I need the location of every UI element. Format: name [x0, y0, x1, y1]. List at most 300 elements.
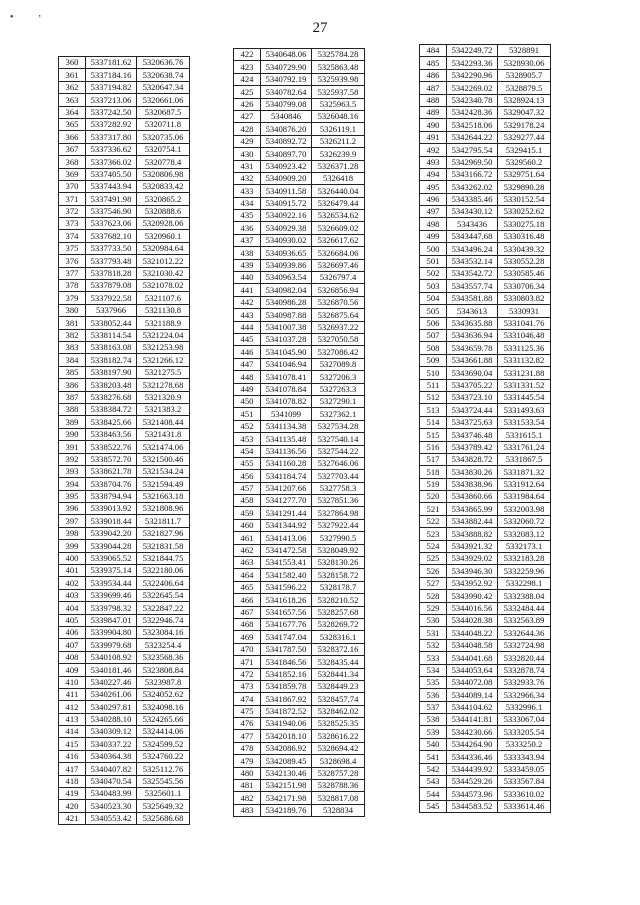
point-number: 516: [420, 441, 447, 453]
coordinate-x: 5338052.44: [86, 317, 137, 329]
table-row: [420, 689, 551, 701]
point-number: 489: [420, 106, 447, 118]
coordinate-y: 5321320.9: [137, 391, 190, 403]
coordinate-x: 5341472.58: [261, 544, 312, 556]
point-number: 439: [234, 259, 261, 271]
coordinate-y: 5321030.42: [137, 267, 190, 279]
coordinate-x: 5344048.58: [447, 639, 498, 651]
point-number: 512: [420, 391, 447, 403]
coordinate-x: 5340364.38: [86, 750, 137, 762]
point-number: 497: [420, 206, 447, 218]
table-row: [234, 470, 365, 482]
coordinate-x: 5339847.01: [86, 614, 137, 626]
point-number: 407: [59, 639, 86, 651]
coordinate-y: 5320806.98: [137, 168, 190, 180]
coordinate-x: 5340407.82: [86, 763, 137, 775]
coordinate-x: 5337282.92: [86, 118, 137, 130]
coordinate-y: 5321078.02: [137, 280, 190, 292]
point-number: 429: [234, 135, 261, 147]
coordinate-y: 5332484.44: [498, 602, 551, 614]
coordinate-y: 5322645.54: [137, 589, 190, 601]
point-number: 431: [234, 160, 261, 172]
table-row: [234, 631, 365, 643]
coordinate-y: 5330706.34: [498, 280, 551, 292]
coordinate-y: 5331867.5: [498, 453, 551, 465]
table-row: [234, 210, 365, 222]
table-row: [234, 284, 365, 296]
point-number: 524: [420, 540, 447, 552]
coordinate-y: 5328158.72: [312, 569, 365, 581]
coordinate-x: 5339042.20: [86, 527, 137, 539]
coordinate-x: 5344230.66: [447, 726, 498, 738]
point-number: 498: [420, 218, 447, 230]
coordinate-x: 5343385.46: [447, 193, 498, 205]
coordinate-x: 5340923.42: [261, 160, 312, 172]
table-row: [234, 618, 365, 630]
table-row: [59, 379, 190, 391]
table-row: [59, 503, 190, 515]
coordinate-y: 5327534.28: [312, 420, 365, 432]
coordinate-x: 5341787.50: [261, 643, 312, 655]
point-number: 391: [59, 441, 86, 453]
point-number: 541: [420, 751, 447, 763]
table-row: [59, 688, 190, 700]
coordinate-x: 5340108.92: [86, 651, 137, 663]
table-row: [234, 49, 365, 61]
coordinate-y: 5332183.28: [498, 553, 551, 565]
point-number: 533: [420, 652, 447, 664]
coordinate-x: 5343990.42: [447, 590, 498, 602]
coordinate-x: 5340911.58: [261, 185, 312, 197]
point-number: 485: [420, 57, 447, 69]
table-row: [234, 371, 365, 383]
coordinate-y: 5325937.58: [312, 86, 365, 98]
point-number: 523: [420, 528, 447, 540]
coordinate-x: 5341846.56: [261, 656, 312, 668]
table-row: [234, 222, 365, 234]
table-row: [420, 639, 551, 651]
coordinate-y: 5328316.1: [312, 631, 365, 643]
table-row: [59, 131, 190, 143]
point-number: 372: [59, 205, 86, 217]
coordinate-y: 5328257.68: [312, 606, 365, 618]
coordinate-y: 5328441.34: [312, 668, 365, 680]
point-number: 515: [420, 429, 447, 441]
point-number: 471: [234, 656, 261, 668]
coordinate-x: 5337922.58: [86, 292, 137, 304]
table-row: [420, 379, 551, 391]
table-row: [59, 366, 190, 378]
coordinate-y: 5333459.05: [498, 763, 551, 775]
coordinate-y: 5328616.22: [312, 730, 365, 742]
table-row: [420, 515, 551, 527]
point-number: 371: [59, 193, 86, 205]
table-row: [59, 490, 190, 502]
coordinate-y: 5320984.64: [137, 242, 190, 254]
coordinate-x: 5343830.26: [447, 466, 498, 478]
table-row: [420, 181, 551, 193]
table-row: [59, 267, 190, 279]
coordinate-x: 5340288.10: [86, 713, 137, 725]
table-row: [59, 57, 190, 69]
coordinate-x: 5342269.02: [447, 82, 498, 94]
coordinate-x: 5344072.08: [447, 676, 498, 688]
table-row: [420, 540, 551, 552]
scan-dot: •: [10, 12, 14, 23]
table-row: [59, 280, 190, 292]
point-number: 490: [420, 119, 447, 131]
table-row: [234, 197, 365, 209]
table-row: [59, 788, 190, 800]
coordinate-x: 5337818.28: [86, 267, 137, 279]
coordinate-x: 5343496.24: [447, 243, 498, 255]
point-number: 415: [59, 738, 86, 750]
coordinate-y: 5331231.88: [498, 367, 551, 379]
table-row: [59, 341, 190, 353]
coordinate-y: 5332083.12: [498, 528, 551, 540]
table-row: [234, 172, 365, 184]
point-number: 528: [420, 590, 447, 602]
point-number: 466: [234, 594, 261, 606]
coordinate-x: 5338522.76: [86, 441, 137, 453]
table-row: [234, 519, 365, 531]
coordinate-x: 5340909.20: [261, 172, 312, 184]
table-row: [420, 106, 551, 118]
coordinate-x: 5344141.81: [447, 714, 498, 726]
table-row: [234, 606, 365, 618]
coordinate-y: 5332996.1: [498, 701, 551, 713]
table-row: [234, 730, 365, 742]
point-number: 517: [420, 453, 447, 465]
coordinate-y: 5324599.52: [137, 738, 190, 750]
point-number: 376: [59, 255, 86, 267]
table-row: [420, 45, 551, 57]
point-number: 384: [59, 354, 86, 366]
table-row: [59, 69, 190, 81]
table-row: [234, 296, 365, 308]
coordinate-x: 5344583.52: [447, 800, 498, 812]
table-row: [59, 812, 190, 824]
coordinate-x: 5340987.88: [261, 309, 312, 321]
table-row: [234, 61, 365, 73]
coordinate-x: 5341134.38: [261, 420, 312, 432]
coordinate-x: 5339979.68: [86, 639, 137, 651]
coordinate-x: 5340799.08: [261, 98, 312, 110]
coordinate-x: 5342151.98: [261, 780, 312, 792]
coordinate-x: 5342644.22: [447, 131, 498, 143]
point-number: 462: [234, 544, 261, 556]
scan-dot: ʼ: [38, 14, 42, 25]
coordinate-x: 5341007.38: [261, 321, 312, 333]
coordinate-x: 5340297.81: [86, 701, 137, 713]
table-row: [234, 804, 365, 816]
coordinate-x: 5341184.74: [261, 470, 312, 482]
point-number: 378: [59, 280, 86, 292]
coordinate-x: 5342089.45: [261, 755, 312, 767]
coordinate-x: 5343659.78: [447, 342, 498, 354]
point-number: 508: [420, 342, 447, 354]
coordinate-x: 5341045.90: [261, 346, 312, 358]
table-row: [59, 651, 190, 663]
point-number: 360: [59, 57, 86, 69]
coordinate-y: 5326875.64: [312, 309, 365, 321]
point-number: 486: [420, 69, 447, 81]
table-row: [420, 329, 551, 341]
coordinate-y: 5321534.24: [137, 465, 190, 477]
point-number: 438: [234, 247, 261, 259]
point-number: 510: [420, 367, 447, 379]
point-number: 468: [234, 618, 261, 630]
coordinate-y: 5328930.06: [498, 57, 551, 69]
table-row: [420, 268, 551, 280]
point-number: 478: [234, 742, 261, 754]
table-row: [234, 247, 365, 259]
coordinate-x: 5337213.06: [86, 94, 137, 106]
coordinate-x: 5342086.92: [261, 742, 312, 754]
coordinate-y: 5328905.7: [498, 69, 551, 81]
coordinate-x: 5340936.65: [261, 247, 312, 259]
coordinate-x: 5338384.72: [86, 403, 137, 415]
coordinate-y: 5325686.68: [137, 812, 190, 824]
coordinate-x: 5343828.72: [447, 453, 498, 465]
coordinate-y: 5321831.58: [137, 540, 190, 552]
table-row: [234, 594, 365, 606]
point-number: 464: [234, 569, 261, 581]
coordinate-y: 5320888.6: [137, 205, 190, 217]
coordinate-y: 5331984.64: [498, 491, 551, 503]
point-number: 476: [234, 718, 261, 730]
table-row: [59, 441, 190, 453]
point-number: 456: [234, 470, 261, 482]
coordinate-x: 5342171.98: [261, 792, 312, 804]
point-number: 375: [59, 242, 86, 254]
coordinate-x: 5343723.10: [447, 391, 498, 403]
point-number: 542: [420, 763, 447, 775]
coordinate-y: 5327990.5: [312, 532, 365, 544]
coordinate-y: 5325939.98: [312, 73, 365, 85]
coordinate-y: 5327050.58: [312, 333, 365, 345]
point-number: 475: [234, 705, 261, 717]
coordinate-x: 5343882.44: [447, 515, 498, 527]
point-number: 417: [59, 763, 86, 775]
coordinate-y: 5326418: [312, 172, 365, 184]
coordinate-y: 5320778.4: [137, 156, 190, 168]
table-row: [234, 495, 365, 507]
coordinate-y: 5331615.1: [498, 429, 551, 441]
coordinate-x: 5340915.72: [261, 197, 312, 209]
table-row: [59, 465, 190, 477]
coordinate-x: 5344336.46: [447, 751, 498, 763]
table-row: [59, 552, 190, 564]
point-number: 492: [420, 144, 447, 156]
coordinate-y: 5326870.56: [312, 296, 365, 308]
table-row: [59, 403, 190, 415]
point-number: 473: [234, 680, 261, 692]
coordinate-y: 5321012.22: [137, 255, 190, 267]
coordinate-x: 5343705.22: [447, 379, 498, 391]
coordinate-x: 5337336.62: [86, 143, 137, 155]
point-number: 495: [420, 181, 447, 193]
coordinate-y: 5326048.16: [312, 110, 365, 122]
point-number: 425: [234, 86, 261, 98]
table-row: [59, 527, 190, 539]
point-number: 545: [420, 800, 447, 812]
coordinate-x: 5341940.06: [261, 718, 312, 730]
coordinate-y: 5328525.35: [312, 718, 365, 730]
table-row: [420, 255, 551, 267]
coordinate-x: 5343725.63: [447, 416, 498, 428]
point-number: 383: [59, 341, 86, 353]
coordinate-x: 5340309.12: [86, 726, 137, 738]
point-number: 440: [234, 272, 261, 284]
table-row: [420, 491, 551, 503]
table-row: [420, 800, 551, 812]
coordinate-x: 5340922.16: [261, 210, 312, 222]
table-row: [234, 557, 365, 569]
table-row: [234, 420, 365, 432]
point-number: 397: [59, 515, 86, 527]
coordinate-y: 5321130.8: [137, 304, 190, 316]
coordinate-y: 5321827.96: [137, 527, 190, 539]
point-number: 477: [234, 730, 261, 742]
table-row: [59, 416, 190, 428]
point-number: 399: [59, 540, 86, 552]
coordinate-y: 5324052.62: [137, 688, 190, 700]
table-row: [59, 156, 190, 168]
table-row: [234, 98, 365, 110]
coordinate-x: 5343581.88: [447, 292, 498, 304]
coordinate-y: 5320960.1: [137, 230, 190, 242]
point-number: 414: [59, 726, 86, 738]
coordinate-x: 5344573.96: [447, 788, 498, 800]
coordinate-x: 5343838.96: [447, 478, 498, 490]
coordinate-y: 5328372.16: [312, 643, 365, 655]
point-number: 401: [59, 565, 86, 577]
coordinate-y: 5333250.2: [498, 738, 551, 750]
point-number: 527: [420, 577, 447, 589]
coordinate-x: 5343921.32: [447, 540, 498, 552]
coordinate-y: 5332966.34: [498, 689, 551, 701]
point-number: 451: [234, 408, 261, 420]
coordinate-y: 5332878.74: [498, 664, 551, 676]
coordinate-y: 5320636.76: [137, 57, 190, 69]
table-row: [234, 309, 365, 321]
table-row: [234, 135, 365, 147]
coordinate-x: 5338794.94: [86, 490, 137, 502]
table-row: [420, 776, 551, 788]
coordinate-y: 5321253.98: [137, 341, 190, 353]
coordinate-x: 5343542.72: [447, 268, 498, 280]
coordinate-y: 5322406.64: [137, 577, 190, 589]
point-number: 537: [420, 701, 447, 713]
coordinate-x: 5340181.46: [86, 664, 137, 676]
table-row: [420, 553, 551, 565]
coordinate-x: 5337733.50: [86, 242, 137, 254]
point-number: 382: [59, 329, 86, 341]
coordinate-x: 5337181.62: [86, 57, 137, 69]
coordinate-y: 5332003.98: [498, 503, 551, 515]
point-number: 458: [234, 495, 261, 507]
point-number: 461: [234, 532, 261, 544]
table-row: [234, 110, 365, 122]
coordinate-x: 5342130.46: [261, 767, 312, 779]
point-number: 434: [234, 197, 261, 209]
coordinate-x: 5339798.32: [86, 602, 137, 614]
point-number: 403: [59, 589, 86, 601]
coordinate-x: 5340470.54: [86, 775, 137, 787]
coordinate-y: 5321844.75: [137, 552, 190, 564]
table-row: [59, 143, 190, 155]
coordinate-x: 5344439.92: [447, 763, 498, 775]
table-row: [234, 433, 365, 445]
table-row: [59, 565, 190, 577]
coordinate-x: 5340729.90: [261, 61, 312, 73]
coordinate-y: 5331871.32: [498, 466, 551, 478]
coordinate-y: 5331493.63: [498, 404, 551, 416]
coordinate-y: 5332173.1: [498, 540, 551, 552]
coordinate-y: 5321408.44: [137, 416, 190, 428]
coordinate-x: 5341867.92: [261, 693, 312, 705]
table-row: [420, 82, 551, 94]
coordinate-x: 5340876.20: [261, 123, 312, 135]
coordinates-table-column-2: [233, 48, 365, 817]
coordinate-x: 5341413.06: [261, 532, 312, 544]
coordinate-y: 5324098.16: [137, 701, 190, 713]
coordinate-x: 5341160.28: [261, 457, 312, 469]
coordinate-x: 5343262.02: [447, 181, 498, 193]
coordinate-y: 5326534.62: [312, 210, 365, 222]
point-number: 416: [59, 750, 86, 762]
point-number: 381: [59, 317, 86, 329]
coordinate-y: 5323254.4: [137, 639, 190, 651]
coordinate-x: 5340261.06: [86, 688, 137, 700]
table-row: [420, 788, 551, 800]
coordinate-y: 5325545.56: [137, 775, 190, 787]
coordinate-x: 5339018.44: [86, 515, 137, 527]
table-row: [234, 767, 365, 779]
point-number: 491: [420, 131, 447, 143]
table-row: [59, 750, 190, 762]
table-row: [59, 193, 190, 205]
point-number: 525: [420, 553, 447, 565]
table-row: [234, 742, 365, 754]
coordinate-x: 5340930.02: [261, 234, 312, 246]
coordinate-y: 5320661.06: [137, 94, 190, 106]
coordinate-x: 5338276.68: [86, 391, 137, 403]
coordinate-x: 5344264.90: [447, 738, 498, 750]
coordinate-x: 5343952.92: [447, 577, 498, 589]
point-number: 374: [59, 230, 86, 242]
coordinate-x: 5337966: [86, 304, 137, 316]
page-number: 27: [312, 20, 328, 36]
point-number: 419: [59, 788, 86, 800]
point-number: 365: [59, 118, 86, 130]
coordinate-x: 5341852.16: [261, 668, 312, 680]
table-row: [420, 69, 551, 81]
coordinate-x: 5337793.48: [86, 255, 137, 267]
point-number: 400: [59, 552, 86, 564]
coordinate-x: 5343613: [447, 305, 498, 317]
coordinate-y: 5322180.06: [137, 565, 190, 577]
coordinate-x: 5339534.44: [86, 577, 137, 589]
table-row: [59, 626, 190, 638]
coordinate-x: 5341277.70: [261, 495, 312, 507]
coordinate-y: 5327089.8: [312, 358, 365, 370]
coordinate-y: 5331912.64: [498, 478, 551, 490]
coordinate-x: 5341872.52: [261, 705, 312, 717]
point-number: 532: [420, 639, 447, 651]
coordinate-x: 5341037.28: [261, 333, 312, 345]
